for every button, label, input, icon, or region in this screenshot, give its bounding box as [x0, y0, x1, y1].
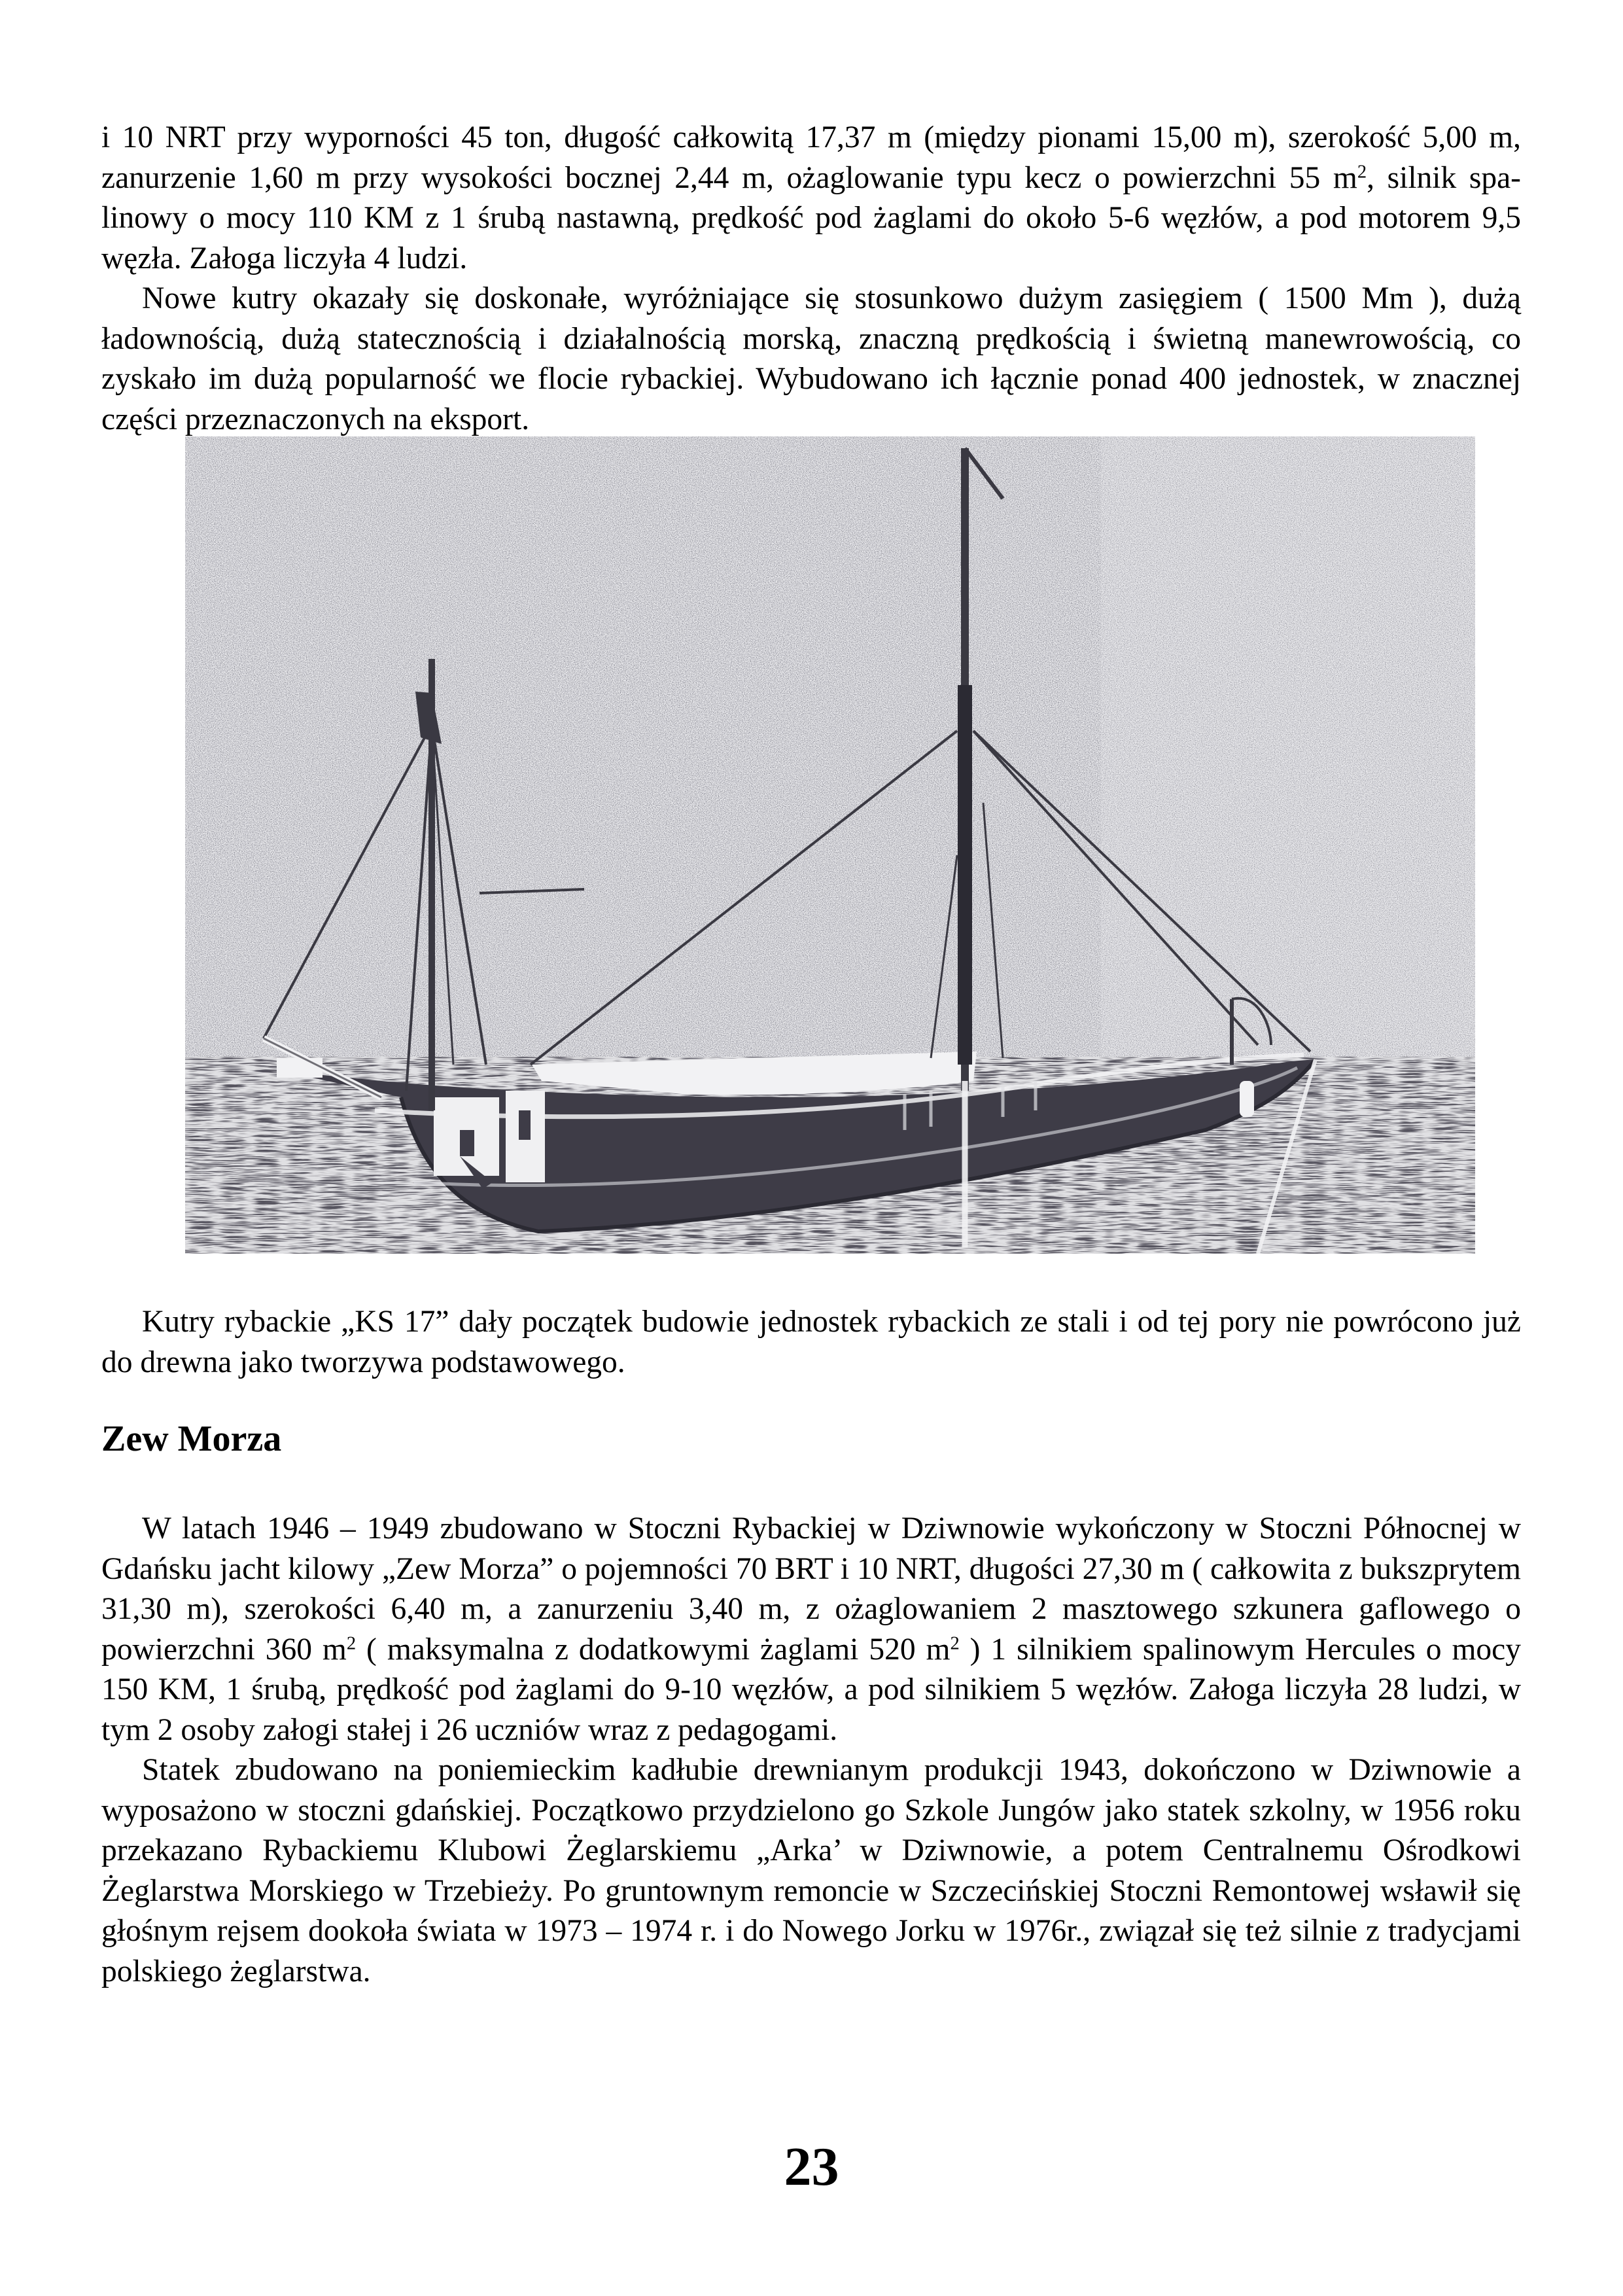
ship-photograph [185, 436, 1475, 1254]
superscript: 2 [1357, 161, 1367, 182]
paragraph-ks17-legacy: Kutry rybackie „KS 17” dały początek budowie jednostek rybackich ze stali i od tej pory nie powrócono już do drewna jako tworzywa podstawowego. [101, 1305, 1521, 1379]
paragraph-ks17-specs [101, 118, 1521, 279]
paragraph-text: ) 1 silnikiem spalinowym Hercules o mocy 150 KM, 1 śrubą, prędkość pod żaglami do 9-10 węzłów, a pod silnikiem 5 węzłów. Załoga liczyła 28 ludzi, w tym 2 osoby załogi stałej i 26 uczniów wraz z pedagogami. [101, 1632, 1521, 1747]
intro-text-block [101, 118, 1521, 440]
section-heading: Zew Morza [101, 1419, 282, 1459]
paragraph-text: ( maksymalna z dodatkowymi żaglami 520 m [356, 1632, 951, 1667]
paragraph-text: W latach 1946 – 1949 zbudowano w Stoczni Rybackiej w Dziwnowie wykończony w Stoczni Północnej w Gdańsku jacht kilowy „Zew Morza” o pojemności 70 BRT i 10 NRT, długości 27,30 m ( całkowita z bukszprytem 31,30 m), szerokości 6,40 m, a zanurzeniu 3,40 m, z ożaglowaniem 2 masztowego szkunera gaflowego o powierzchni 360 m [101, 1511, 1521, 1667]
page-number: 23 [784, 2136, 839, 2197]
paragraph-text: i 10 NRT przy wyporności 45 ton, długość całkowitą 17,37 m (między pionami 15,00 m), szerokość 5,00 m, zanurzenie 1,60 m przy wysokości bocznej 2,44 m, ożaglowanie typu kecz o powierzchni 55 m [101, 120, 1521, 195]
paragraph-text: , silnik spa-linowy o mocy 110 KM z 1 śrubą nastawną, prędkość pod żaglami do około 5-6 węzłów, a pod motorem 9,5 węzła. Załoga liczyła 4 ludzi. [101, 160, 1521, 275]
paragraph-zew-morza-specs [101, 1509, 1521, 1750]
superscript: 2 [346, 1633, 357, 1653]
paragraph-zew-morza-history: Statek zbudowano na poniemieckim kadłubie drewnianym produkcji 1943, dokończono w Dziwnowie a wyposażono w stoczni gdańskiej. Początkowo przydzielono go Szkole Jungów jako statek szkolny, w 1956 roku przekazano Rybackiemu Klubowi Żeglarskiemu „Arka’ w Dziwnowie, a potem Centralnemu Ośrodkowi Żeglarstwa Morskiego w Trzebieży. Po gruntownym remoncie w Szczecińskiej Stoczni Remontowej wsławił się głośnym rejsem dookoła świata w 1973 – 1974 r. i do Nowego Jorku w 1976r., związał się też silnie z tradycjami polskiego żeglarstwa. [101, 1753, 1521, 1988]
paragraph-ks17-qualities: Nowe kutry okazały się doskonałe, wyróżniające się stosunkowo dużym zasięgiem ( 1500 Mm ), dużą ładownością, dużą statecznością i działalnością morską, znaczną prędkością i świetną manewrowością, co zyskało im dużą popularność we flocie rybackiej. Wybudowano ich łącznie ponad 400 jednostek, w znacznej części przeznaczonych na eksport. [101, 281, 1521, 436]
zew-morza-text-block [101, 1509, 1521, 1992]
post-figure-text-block [101, 1302, 1521, 1383]
ketch-cutter-illustration [185, 436, 1475, 1254]
superscript: 2 [950, 1633, 960, 1653]
